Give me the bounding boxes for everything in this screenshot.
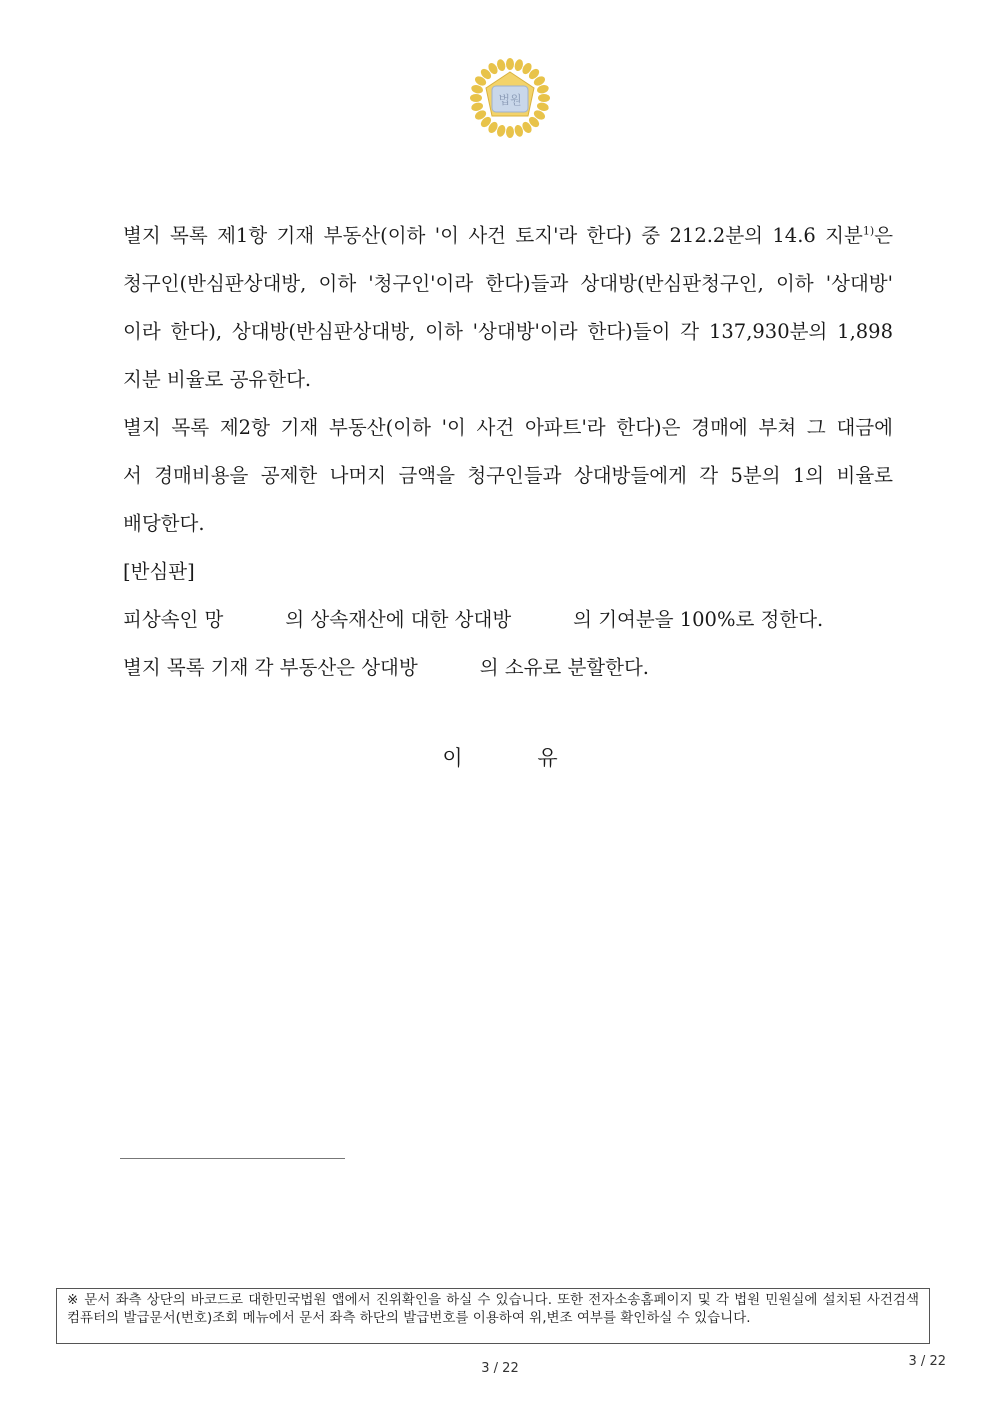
body-text-segment: 이라 한다), 상대방(반심판상대방, 이하 '상대방'이라 한다)들이 각 137,930분의 1,898: [123, 320, 893, 343]
document-body: [123, 212, 893, 692]
body-text-segment: 별지 목록 기재 각 부동산은 상대방 의 소유로 분할한다.: [123, 656, 649, 679]
body-line: [123, 500, 893, 548]
seal-ray: [470, 94, 482, 102]
body-line: [123, 212, 893, 260]
section-heading-reasons: [0, 742, 1000, 772]
body-text-segment: 은: [874, 224, 893, 247]
body-line: [123, 644, 893, 692]
footnote-divider: [120, 1158, 345, 1159]
seal-ray: [538, 94, 550, 102]
body-line: [123, 596, 893, 644]
page-number-center: 3 / 22: [481, 1361, 519, 1376]
body-text-segment: 피상속인 망 의 상속재산에 대한 상대방 의 기여분을 100%로 정한다.: [123, 608, 824, 631]
body-text-segment: 별지 목록 제2항 기재 부동산(이하 '이 사건 아파트'라 한다)은 경매에 부쳐 그 대금에: [123, 416, 893, 439]
body-line: [123, 308, 893, 356]
body-text-segment: 배당한다.: [123, 512, 205, 535]
heading-char-right: 유: [537, 746, 558, 770]
verification-notice-box: ※ 문서 좌측 상단의 바코드로 대한민국법원 앱에서 진위확인을 하실 수 있습니다. 또한 전자소송홈페이지 및 각 법원 민원실에 설치된 사건검색 컴퓨터의 발급문서(번호)조회 메뉴에서 문서 좌측 하단의 발급번호를 이용하여 위,변조 여부를 확인하실 수 있습니다.: [56, 1288, 930, 1344]
body-text-segment: 지분 비율로 공유한다.: [123, 368, 312, 391]
footnote-marker: 1): [862, 224, 875, 238]
page-number-right: 3 / 22: [908, 1354, 946, 1369]
court-seal-logo: [462, 50, 558, 146]
seal-text: 법원: [498, 93, 522, 107]
body-text-segment: 별지 목록 제1항 기재 부동산(이하 '이 사건 토지'라 한다) 중 212.2분의 14.6 지분: [123, 224, 863, 247]
body-text-segment: [반심판]: [123, 560, 195, 583]
seal-ray: [506, 58, 514, 70]
body-line: [123, 452, 893, 500]
body-line: [123, 548, 893, 596]
body-line: [123, 356, 893, 404]
seal-ray: [506, 126, 514, 138]
body-text-segment: 청구인(반심판상대방, 이하 '청구인'이라 한다)들과 상대방(반심판청구인, 이하 '상대방': [123, 272, 893, 295]
body-line: [123, 404, 893, 452]
body-text-segment: 서 경매비용을 공제한 나머지 금액을 청구인들과 상대방들에게 각 5분의 1의 비율로: [123, 464, 893, 487]
heading-char-left: 이: [442, 746, 463, 770]
body-line: [123, 260, 893, 308]
